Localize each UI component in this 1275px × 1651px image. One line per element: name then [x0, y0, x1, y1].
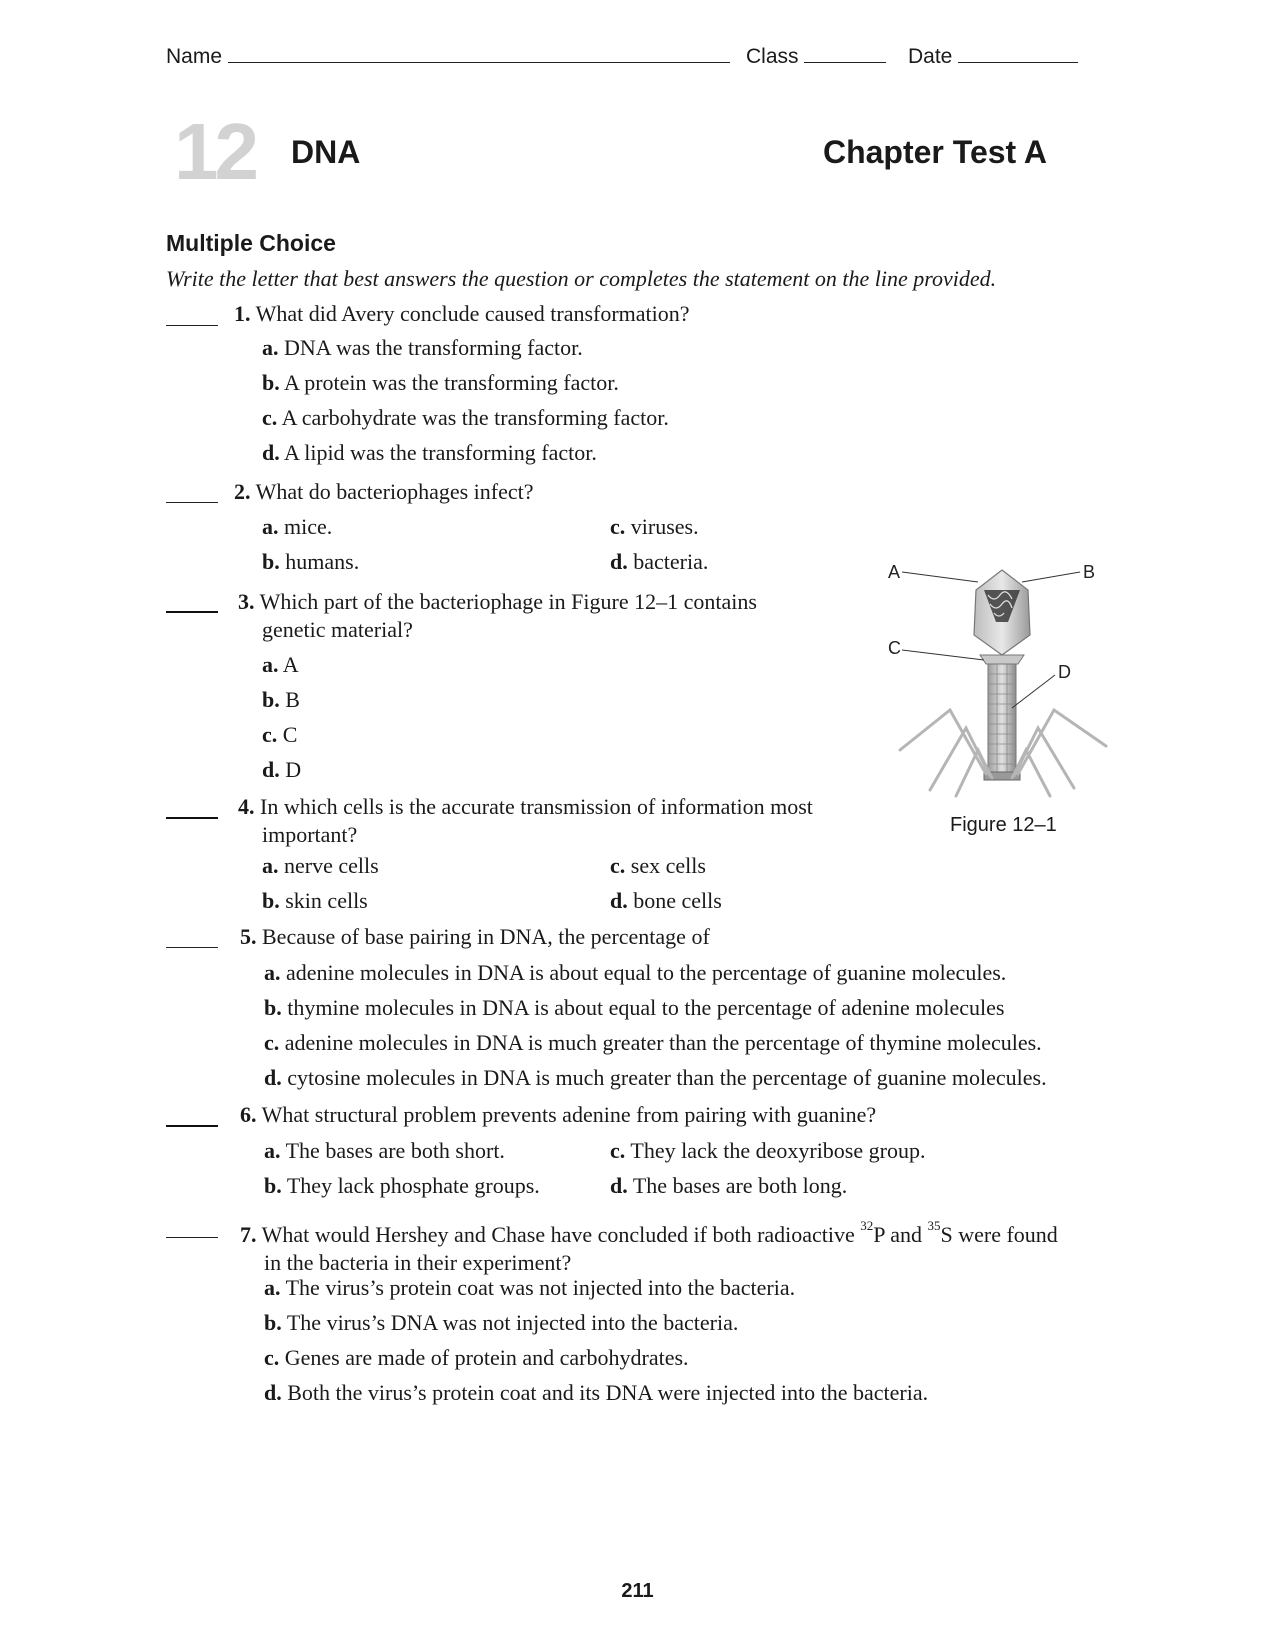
option-7d: d. Both the virus’s protein coat and its DNA were injected into the bacteria. [264, 1380, 929, 1405]
label-d: D [1058, 662, 1071, 682]
option-3c: c. C [262, 722, 298, 747]
option-3a: a. A [262, 652, 299, 677]
date-line[interactable] [958, 44, 1078, 63]
bacteriophage-figure [880, 560, 1140, 800]
option-2c: c. viruses. [610, 514, 699, 539]
option-2d: d. bacteria. [610, 549, 709, 574]
option-7c: c. Genes are made of protein and carbohydrates. [264, 1345, 689, 1370]
name-label: Name [166, 45, 223, 68]
answer-blank-6[interactable] [166, 1125, 218, 1127]
answer-blank-3[interactable] [166, 611, 218, 613]
date-field[interactable] [908, 44, 1078, 69]
answer-blank-7[interactable] [166, 1237, 218, 1238]
answer-blank-2[interactable] [166, 502, 218, 503]
option-3b: b. B [262, 687, 300, 712]
instructions: Write the letter that best answers the question or completes the statement on the line provided. [166, 266, 997, 291]
question-1 [234, 300, 690, 328]
figure-caption: Figure 12–1 [950, 814, 1057, 836]
test-title: Chapter Test A [822, 134, 1047, 170]
option-6b: b. They lack phosphate groups. [264, 1173, 540, 1198]
class-label: Class [746, 45, 799, 68]
section-title: Multiple Choice [166, 230, 336, 256]
question-text: What did Avery conclude caused transformation? [255, 301, 690, 326]
option-1a: a. DNA was the transforming factor. [262, 335, 583, 360]
question-7: 7. What would Hershey and Chase have concluded if both radioactive $^{32}$P and $^{35}$S were found in the bacteria in their experiment? [240, 1218, 1058, 1275]
question-2: 2. What do bacteriophages infect? [234, 479, 534, 504]
option-6a: a. The bases are both short. [264, 1138, 505, 1163]
name-field[interactable] [166, 44, 730, 69]
option-7b: b. The virus’s DNA was not injected into the bacteria. [264, 1310, 739, 1335]
option-5d: d. cytosine molecules in DNA is much greater than the percentage of guanine molecules. [264, 1065, 1047, 1090]
class-field[interactable] [746, 44, 886, 69]
class-line[interactable] [804, 44, 886, 63]
option-1d: d. A lipid was the transforming factor. [262, 440, 597, 465]
collar [980, 655, 1024, 664]
option-1b: b. A protein was the transforming factor. [262, 370, 619, 395]
option-2a: a. mice. [262, 514, 333, 539]
option-1c: c. A carbohydrate was the transforming factor. [262, 405, 669, 430]
page-number: 211 [621, 1580, 654, 1602]
option-4d: d. bone cells [610, 888, 722, 913]
question-5: 5. Because of base pairing in DNA, the percentage of [240, 924, 710, 949]
label-b: B [1083, 562, 1096, 582]
date-label: Date [908, 45, 953, 68]
option-6c: c. They lack the deoxyribose group. [610, 1138, 926, 1163]
option-3d: d. D [262, 757, 302, 782]
option-4a: a. nerve cells [262, 853, 379, 878]
option-6d: d. The bases are both long. [610, 1173, 848, 1198]
answer-blank-5[interactable] [166, 947, 218, 948]
option-5c: c. adenine molecules in DNA is much greater than the percentage of thymine molecules. [264, 1030, 1042, 1055]
option-4c: c. sex cells [610, 853, 706, 878]
chapter-number: 12 [174, 107, 255, 196]
option-4b: b. skin cells [262, 888, 368, 913]
question-number: 1. [234, 301, 251, 326]
option-2b: b. humans. [262, 549, 360, 574]
answer-blank-1[interactable] [166, 325, 218, 326]
name-line[interactable] [228, 44, 730, 63]
option-5b: b. thymine molecules in DNA is about equal to the percentage of adenine molecules [264, 995, 1005, 1020]
option-5a: a. adenine molecules in DNA is about equal to the percentage of guanine molecules. [264, 960, 1007, 985]
tail-sheath [988, 664, 1016, 776]
question-6: 6. What structural problem prevents adenine from pairing with guanine? [240, 1102, 877, 1127]
label-c: C [888, 638, 901, 658]
answer-blank-4[interactable] [166, 817, 218, 819]
question-3: 3. Which part of the bacteriophage in Figure 12–1 contains genetic material? [238, 589, 757, 642]
label-a: A [888, 562, 901, 582]
question-4: 4. In which cells is the accurate transmission of information most important? [238, 794, 813, 847]
option-7a: a. The virus’s protein coat was not injected into the bacteria. [264, 1275, 796, 1300]
chapter-title: DNA [291, 134, 361, 170]
